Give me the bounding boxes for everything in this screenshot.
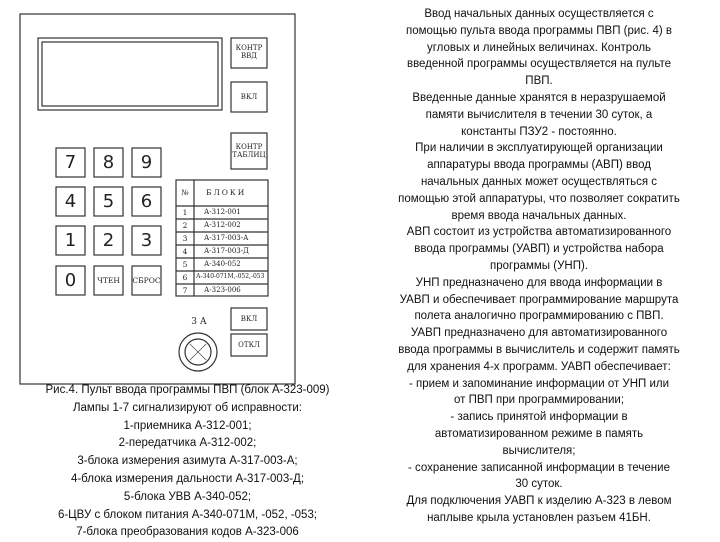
- blocks-row-number: 5: [182, 260, 188, 269]
- text-line: полета аналогично программированию с ПВП.: [414, 310, 664, 323]
- chten-key[interactable]: ЧТЕН: [97, 276, 120, 285]
- blocks-row-code: А-317-003-Д: [204, 247, 249, 255]
- vkl-bottom-label: ВКЛ: [240, 315, 258, 323]
- text-line: начальных данных может осуществляться с: [420, 175, 658, 188]
- kontr-vvd-button[interactable]: [231, 44, 267, 60]
- blocks-table-hash: №: [181, 188, 189, 197]
- text-line: время ввода начальных данных.: [451, 209, 627, 222]
- text-line: от ПВП при программировании;: [453, 394, 625, 407]
- text-line: Введенные данные хранятся в неразрушаемой: [412, 91, 666, 104]
- text-line: ввода программы в вычислитель и содержит память: [398, 343, 680, 356]
- blocks-row-code: А-312-001: [204, 208, 241, 216]
- key-2[interactable]: 2: [102, 230, 115, 251]
- text-line: автоматизированном режиме в память: [434, 427, 644, 440]
- otkl-label: ОТКЛ: [238, 341, 260, 349]
- otkl-button[interactable]: [231, 341, 267, 349]
- text-line: вычислителя;: [502, 444, 576, 457]
- text-line: - прием и запоминание информации от УНП или: [408, 377, 670, 390]
- key-3[interactable]: 3: [140, 230, 153, 251]
- sbros-key[interactable]: СБРОС: [132, 276, 161, 285]
- key-8[interactable]: 8: [102, 152, 115, 173]
- text-line: ввода программы (УАВП) и устройства набора: [414, 243, 664, 256]
- key-7[interactable]: 7: [64, 152, 77, 173]
- blocks-row-number: 6: [182, 273, 188, 282]
- text-line: константы ПЗУ2 - постоянно.: [461, 125, 617, 138]
- text-line: введенной программы осуществляется на пульте: [406, 58, 672, 71]
- key-1[interactable]: 1: [64, 230, 77, 251]
- caption-line: 2-передатчика А-312-002;: [118, 437, 257, 450]
- text-line: аппаратуры ввода программы (АВП) ввод: [427, 159, 651, 172]
- vkl-top-label: ВКЛ: [240, 93, 258, 101]
- caption-line: 5-блока УВВ А-340-052;: [123, 490, 252, 503]
- caption-line: Лампы 1-7 сигнализируют об исправности:: [72, 401, 302, 414]
- caption-line: 1-приемника А-312-001;: [123, 419, 252, 432]
- blocks-row-number: 3: [182, 234, 188, 243]
- text-line: Ввод начальных данных осуществляется с: [424, 8, 654, 20]
- blocks-row-number: 1: [182, 208, 188, 217]
- vkl-top-button[interactable]: [231, 93, 267, 101]
- key-6[interactable]: 6: [140, 191, 153, 212]
- text-line: - сохранение записанной информации в течение: [408, 461, 670, 474]
- text-line: памяти вычислителя в течении 30 суток, а: [425, 108, 653, 121]
- text-line: УАВП и обеспечивает программирование маршрута: [399, 293, 679, 306]
- key-5[interactable]: 5: [102, 191, 115, 212]
- blocks-row-number: 4: [182, 247, 188, 256]
- text-line: ПВП.: [525, 75, 553, 88]
- text-line: угловых и линейных величинах. Контроль: [426, 41, 652, 54]
- text-line: наплыве крыла установлен разъем 41БН.: [427, 511, 651, 524]
- text-line: помощью пульта ввода программы ПВП (рис. 4) в: [406, 24, 672, 37]
- kontr-vvd-label-2: ВВД: [241, 52, 257, 60]
- blocks-row-number: 7: [182, 286, 188, 295]
- vkl-bottom-button[interactable]: [231, 315, 267, 323]
- kontr-tablic-label-1: КОНТР: [235, 143, 263, 151]
- kontr-tablic-label-2: ТАБЛИЦ: [232, 151, 266, 159]
- figure-caption: [0, 382, 375, 542]
- text-line: Для подключения УАВП к изделию А-323 в левом: [406, 495, 672, 508]
- caption-line: 7-блока преобразования кодов А-323-006: [76, 526, 299, 539]
- key-0[interactable]: 0: [64, 270, 77, 291]
- blocks-row-code: А-317-003-А: [204, 234, 249, 242]
- blocks-row-code: А-312-002: [204, 221, 241, 229]
- blocks-table-header: БЛОКИ: [206, 188, 247, 197]
- blocks-row-code: А-340-071М,-052,-053: [196, 273, 265, 280]
- key-9[interactable]: 9: [140, 152, 153, 173]
- blocks-row-code: А-323-006: [204, 286, 241, 294]
- caption-line: 4-блока измерения дальности А-317-003-Д;: [70, 472, 305, 485]
- kontr-tablic-button[interactable]: [231, 143, 267, 159]
- control-panel-diagram: [18, 8, 358, 390]
- kontr-vvd-label-1: КОНТР: [235, 44, 263, 52]
- text-line: АВП состоит из устройства автоматизированного: [406, 226, 672, 239]
- blocks-row-number: 2: [182, 221, 188, 230]
- fuse-label: 3 А: [191, 317, 207, 327]
- text-line: - запись принятой информации в: [450, 411, 628, 424]
- text-line: УНП предназначено для ввода информации в: [415, 276, 663, 289]
- text-line: помощью этой аппаратуры, что позволяет сократить: [398, 192, 680, 205]
- text-line: УАВП предназначено для автоматизированного: [410, 327, 668, 340]
- text-line: для хранения 4-х программ. УАВП обеспечивает:: [407, 360, 671, 373]
- caption-line: 6-ЦВУ с блоком питания А-340-071М, -052, -053;: [57, 508, 318, 521]
- caption-line: 3-блока измерения азимута А-317-003-А;: [77, 455, 298, 468]
- body-text: [360, 6, 718, 527]
- caption-line: Рис.4. Пульт ввода программы ПВП (блок А-323-009): [45, 384, 330, 396]
- text-line: программы (УНП).: [489, 259, 588, 272]
- text-line: При наличии в эксплуатирующей организации: [415, 142, 663, 155]
- blocks-row-code: А-340-052: [204, 260, 241, 268]
- text-line: 30 суток.: [515, 478, 563, 491]
- key-4[interactable]: 4: [64, 191, 77, 212]
